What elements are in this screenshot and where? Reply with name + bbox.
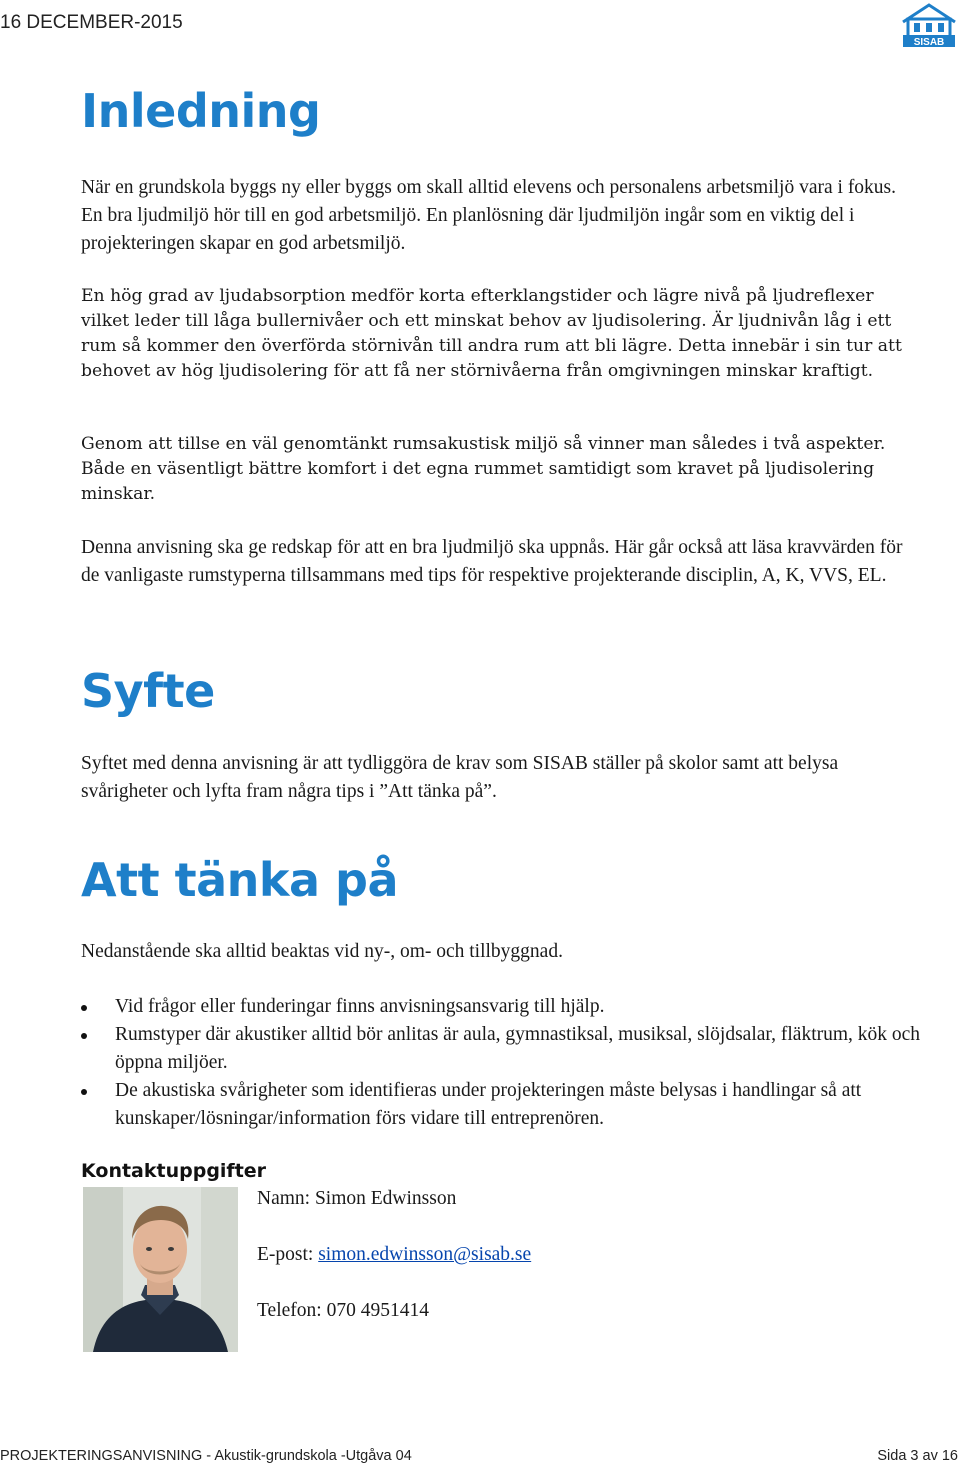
paragraph-inledning-2: En hög grad av ljudabsorption medför korta efterklangstider och lägre nivå på ljudreflexer vilket leder till låga bullernivåer och ett minskat behov av ljudisolering. Är ljudnivån låg i ett rum så kommer den överförda störnivån till andra rum att bli lägre. Detta innebär i sin tur att behovet av hög ljudisolering för att få ner störnivåerna från omgivningen minskar kraftigt. [81,286,902,381]
list-item [81,1077,921,1133]
contact-email-label: E-post: [257,1244,319,1265]
contact-photo [83,1187,238,1352]
section-title-syfte: Syfte [81,664,215,718]
contact-title: Kontaktuppgifter [81,1160,267,1182]
contact-email-line [257,1244,531,1266]
contact-name: Namn: Simon Edwinsson [257,1188,457,1209]
paragraph-inledning-3: Genom att tillse en väl genomtänkt rumsakustisk miljö så vinner man således i två aspekter. Både en väsentligt bättre komfort i det egna rummet samtidigt som kravet på ljudisolering minskar. [81,434,886,504]
footer-page-number: Sida 3 av 16 [877,1448,958,1464]
bullet-icon [81,1089,87,1095]
section-title-inledning: Inledning [81,84,321,138]
list-item-text: De akustiska svårigheter som identifieras under projekteringen måste belysas i handlingar så att kunskaper/lösningar/information förs vidare till entreprenören. [115,1080,862,1129]
list-item [81,1021,921,1077]
sisab-logo [900,2,958,48]
header-date: 16 DECEMBER-2015 [0,12,183,33]
contact-email-link[interactable]: simon.edwinsson@sisab.se [318,1244,532,1265]
paragraph-inledning-4: Denna anvisning ska ge redskap för att en bra ljudmiljö ska uppnås. Här går också att läsa kravvärden för de vanligaste rumstyperna tillsammans med tips för respektive projekterande disciplin, A, K, VVS, EL. [81,537,903,586]
paragraph-att-tanka-pa-intro: Nedanstående ska alltid beaktas vid ny-, om- och tillbyggnad. [81,941,563,962]
sisab-logo-icon [900,2,958,48]
bullet-icon [81,1033,87,1039]
bullet-list [81,993,921,1133]
logo-text: SISAB [913,37,945,48]
section-title-att-tanka-pa: Att tänka på [81,853,398,907]
footer-document-title: PROJEKTERINGSANVISNING - Akustik-grundskola -Utgåva 04 [0,1448,412,1464]
list-item-text: Rumstyper där akustiker alltid bör anlitas är aula, gymnastiksal, musiksal, slöjdsalar, fläktrum, kök och öppna miljöer. [115,1024,921,1073]
person-photo-icon [83,1187,238,1352]
paragraph-syfte: Syftet med denna anvisning är att tydliggöra de krav som SISAB ställer på skolor samt att belysa svårigheter och lyfta fram några tips i ”Att tänka på”. [81,753,839,802]
list-item-text: Vid frågor eller funderingar finns anvisningsansvarig till hjälp. [115,996,605,1017]
paragraph-inledning-1: När en grundskola byggs ny eller byggs om skall alltid elevens och personalens arbetsmiljö vara i fokus. En bra ljudmiljö hör till en god arbetsmiljö. En planlösning där ljudmiljön ingår som en viktig del i projekteringen skapar en god arbetsmiljö. [81,177,897,254]
list-item [81,993,921,1021]
bullet-icon [81,1005,87,1011]
contact-phone: Telefon: 070 4951414 [257,1300,429,1321]
